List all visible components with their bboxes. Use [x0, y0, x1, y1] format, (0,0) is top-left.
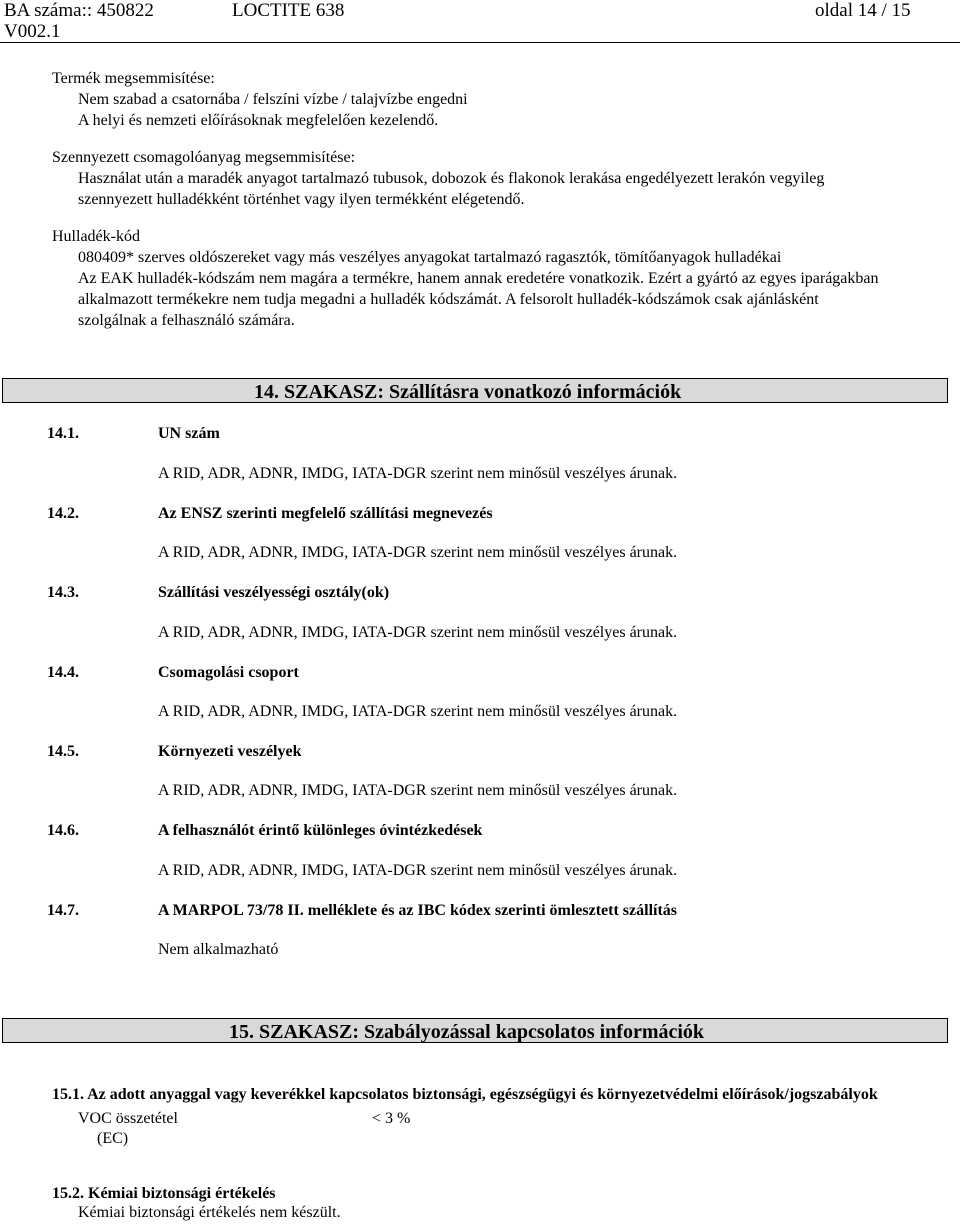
item-value: A RID, ADR, ADNR, IMDG, IATA-DGR szerint nem minősül veszélyes árunak. — [158, 862, 678, 879]
subsection-15-1-title: 15.1. Az adott anyaggal vagy keverékkel kapcsolatos biztonsági, egészségügyi és környezetvédelmi előírások/jogszabályok — [52, 1086, 878, 1103]
subsection-15-2-title: 15.2. Kémiai biztonsági értékelés — [52, 1185, 276, 1202]
item-number: 14.6. — [47, 822, 79, 839]
item-label: Az ENSZ szerinti megfelelő szállítási megnevezés — [158, 505, 493, 522]
voc-label: VOC összetétel — [78, 1110, 178, 1127]
item-value: A RID, ADR, ADNR, IMDG, IATA-DGR szerint nem minősül veszélyes árunak. — [158, 465, 678, 482]
item-value: A RID, ADR, ADNR, IMDG, IATA-DGR szerint nem minősül veszélyes árunak. — [158, 782, 678, 799]
item-number: 14.4. — [47, 664, 79, 681]
item-number: 14.3. — [47, 584, 79, 601]
item-label: A felhasználót érintő különleges óvintézkedések — [158, 822, 483, 839]
item-label: UN szám — [158, 425, 220, 442]
product-disposal — [52, 68, 942, 131]
page-number: oldal 14 / 15 — [815, 0, 911, 21]
item-value: A RID, ADR, ADNR, IMDG, IATA-DGR szerint nem minősül veszélyes árunak. — [158, 624, 678, 641]
item-label: A MARPOL 73/78 II. melléklete és az IBC kódex szerinti ömlesztett szállítás — [158, 902, 678, 919]
item-number: 14.2. — [47, 505, 79, 522]
waste-code-line: szolgálnak a felhasználó számára. — [78, 312, 295, 329]
packaging-disposal — [52, 147, 942, 210]
item-value: A RID, ADR, ADNR, IMDG, IATA-DGR szerint nem minősül veszélyes árunak. — [158, 544, 678, 561]
header-rule — [0, 42, 960, 43]
waste-code-line: alkalmazott termékekre nem tudja megadni a hulladék kódszámát. A felsorolt hulladék-kódszámok csak ajánlásként — [78, 291, 819, 308]
version: V002.1 — [4, 21, 61, 42]
voc-unit: (EC) — [97, 1130, 129, 1147]
waste-code-line: Az EAK hulladék-kódszám nem magára a termékre, hanem annak eredetére vonatkozik. Ezért a gyártó az egyes iparágakban — [78, 270, 879, 287]
packaging-disposal-line: szennyezett hulladékként történhet vagy ilyen termékként elégetendő. — [78, 191, 525, 208]
waste-code — [52, 226, 942, 331]
item-value: Nem alkalmazható — [158, 941, 279, 958]
packaging-disposal-line: Használat után a maradék anyagot tartalmazó tubusok, dobozok és flakonok lerakása engedélyezett lerakón vegyileg — [78, 170, 825, 187]
section-15-title: 15. SZAKASZ: Szabályozással kapcsolatos információk — [229, 1021, 705, 1043]
subsection-15-2-text: Kémiai biztonsági értékelés nem készült. — [78, 1204, 341, 1221]
product-disposal-title: Termék megsemmisítése: — [52, 70, 215, 87]
item-number: 14.1. — [47, 425, 79, 442]
product-name: LOCTITE 638 — [232, 0, 345, 21]
item-number: 14.5. — [47, 743, 79, 760]
section-14-title: 14. SZAKASZ: Szállításra vonatkozó információk — [254, 381, 682, 403]
product-disposal-line: A helyi és nemzeti előírásoknak megfelelően kezelendő. — [78, 112, 439, 129]
waste-code-title: Hulladék-kód — [52, 228, 140, 245]
item-label: Környezeti veszélyek — [158, 743, 302, 760]
product-disposal-line: Nem szabad a csatornába / felszíni vízbe / talajvízbe engedni — [78, 91, 468, 108]
item-value: A RID, ADR, ADNR, IMDG, IATA-DGR szerint nem minősül veszélyes árunak. — [158, 703, 678, 720]
item-label: Csomagolási csoport — [158, 664, 299, 681]
ba-number: BA száma:: 450822 — [4, 0, 154, 21]
voc-value: < 3 % — [372, 1110, 411, 1127]
item-label: Szállítási veszélyességi osztály(ok) — [158, 584, 390, 601]
packaging-disposal-title: Szennyezett csomagolóanyag megsemmisítése: — [52, 149, 356, 166]
item-number: 14.7. — [47, 902, 79, 919]
waste-code-line: 080409* szerves oldószereket vagy más veszélyes anyagokat tartalmazó ragasztók, tömítőanyagok hulladékai — [78, 249, 782, 266]
